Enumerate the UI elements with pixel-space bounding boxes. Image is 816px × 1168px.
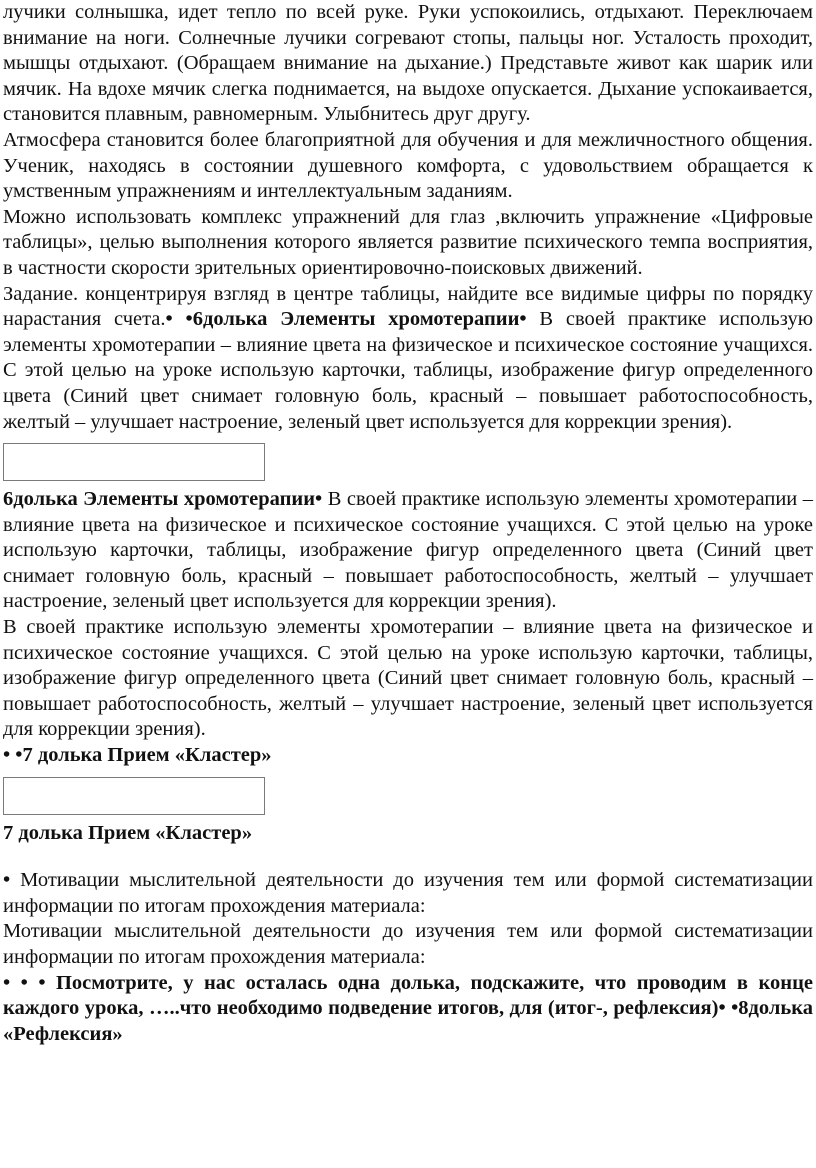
image-placeholder-box: [3, 443, 265, 481]
bullet-icon: • •: [3, 744, 23, 767]
bullet-icon: •: [519, 308, 527, 331]
bullet-icon: •: [315, 488, 323, 511]
heading-cluster-line: [3, 743, 813, 769]
bullet-icon: • •: [165, 308, 193, 331]
bullet-icon: • •: [718, 997, 739, 1020]
spacer: [3, 846, 813, 868]
bullet-icon: •: [3, 869, 21, 892]
image-placeholder-box: [3, 777, 265, 815]
reflection-question: Посмотрите, у нас осталась одна долька, подскажите, что проводим в конце каждого урока, …..что необходимо подведение итогов, для (итог-, рефлексия): [3, 971, 814, 1020]
paragraph-relaxation: лучики солнышка, идет тепло по всей руке. Руки успокоились, отдыхают. Переключаем внимание на ноги. Солнечные лучики согревают стопы, пальцы ног. Усталость проходит, мышцы отдыхают. (Обращаем внимание на дыхание.) Представьте живот как шарик или мячик. На вдохе мячик слегка поднимается, на выдохе опускается. Дыхание успокаивается, становится плавным, равномерным. Улыбнитесь друг другу.: [3, 1, 813, 126]
heading-cluster: 7 долька Прием «Кластер»: [22, 744, 272, 767]
heading-chromotherapy: 6долька Элементы хромотерапии: [192, 308, 520, 331]
chromotherapy-text: В своей практике использую элементы хромотерапии – влияние цвета на физическое и психическое состояние учащихся. С этой целью на уроке использую карточки, таблицы, изображение фигур определенного цвета (Синий цвет снимает головную боль, красный – повышает работоспособность, желтый – улучшает настроение, зеленый цвет используется для коррекции зрения).: [3, 308, 814, 433]
paragraph-motivation: [3, 868, 813, 919]
paragraph-task: [3, 282, 813, 436]
paragraph-chromotherapy: [3, 487, 813, 615]
paragraph-motivation-repeat: Мотивации мыслительной деятельности до изучения тем или формой систематизации информации по итогам прохождения материала:: [3, 920, 813, 968]
paragraph-atmosphere: Атмосфера становится более благоприятной для обучения и для межличностного общения. Ученик, находясь в состоянии душевного комфорта, с удовольствием обращается к умственным упражнениям и интеллектуальным заданиям.: [3, 128, 813, 203]
paragraph-reflection: [3, 971, 813, 1048]
task-lead-text: Задание. концентрируя взгляд в центре таблицы, найдите все видимые цифры по порядку нарастания счета.: [3, 282, 813, 331]
paragraph-chromotherapy-repeat: В своей практике использую элементы хромотерапии – влияние цвета на физическое и психическое состояние учащихся. С этой целью на уроке использую карточки, таблицы, изображение фигур определенного цвета (Синий цвет снимает головную боль, красный – повышает работоспособность, желтый – улучшает настроение, зеленый цвет используется для коррекции зрения).: [3, 616, 813, 741]
heading-cluster-standalone: 7 долька Прием «Кластер»: [3, 821, 253, 844]
heading-reflection: 8долька «Рефлексия»: [3, 997, 813, 1045]
document-page: [3, 0, 813, 1047]
bullet-icon: • • •: [3, 971, 56, 994]
paragraph-eye-exercises: Можно использовать комплекс упражнений для глаз ,включить упражнение «Цифровые таблицы», целью выполнения которого является развитие психического темпа восприятия, в частности скорости зрительных ориентировочно-поисковых движений.: [3, 205, 813, 279]
chromotherapy-text: В своей практике использую элементы хромотерапии – влияние цвета на физическое и психическое состояние учащихся. С этой целью на уроке использую карточки, таблицы, изображение фигур определенного цвета (Синий цвет снимает головную боль, красный – повышает работоспособность, желтый – улучшает настроение, зеленый цвет используется для коррекции зрения).: [3, 488, 813, 613]
heading-chromotherapy: 6долька Элементы хромотерапии: [3, 488, 316, 511]
motivation-text: Мотивации мыслительной деятельности до изучения тем или формой систематизации информации по итогам прохождения материала:: [3, 869, 813, 917]
